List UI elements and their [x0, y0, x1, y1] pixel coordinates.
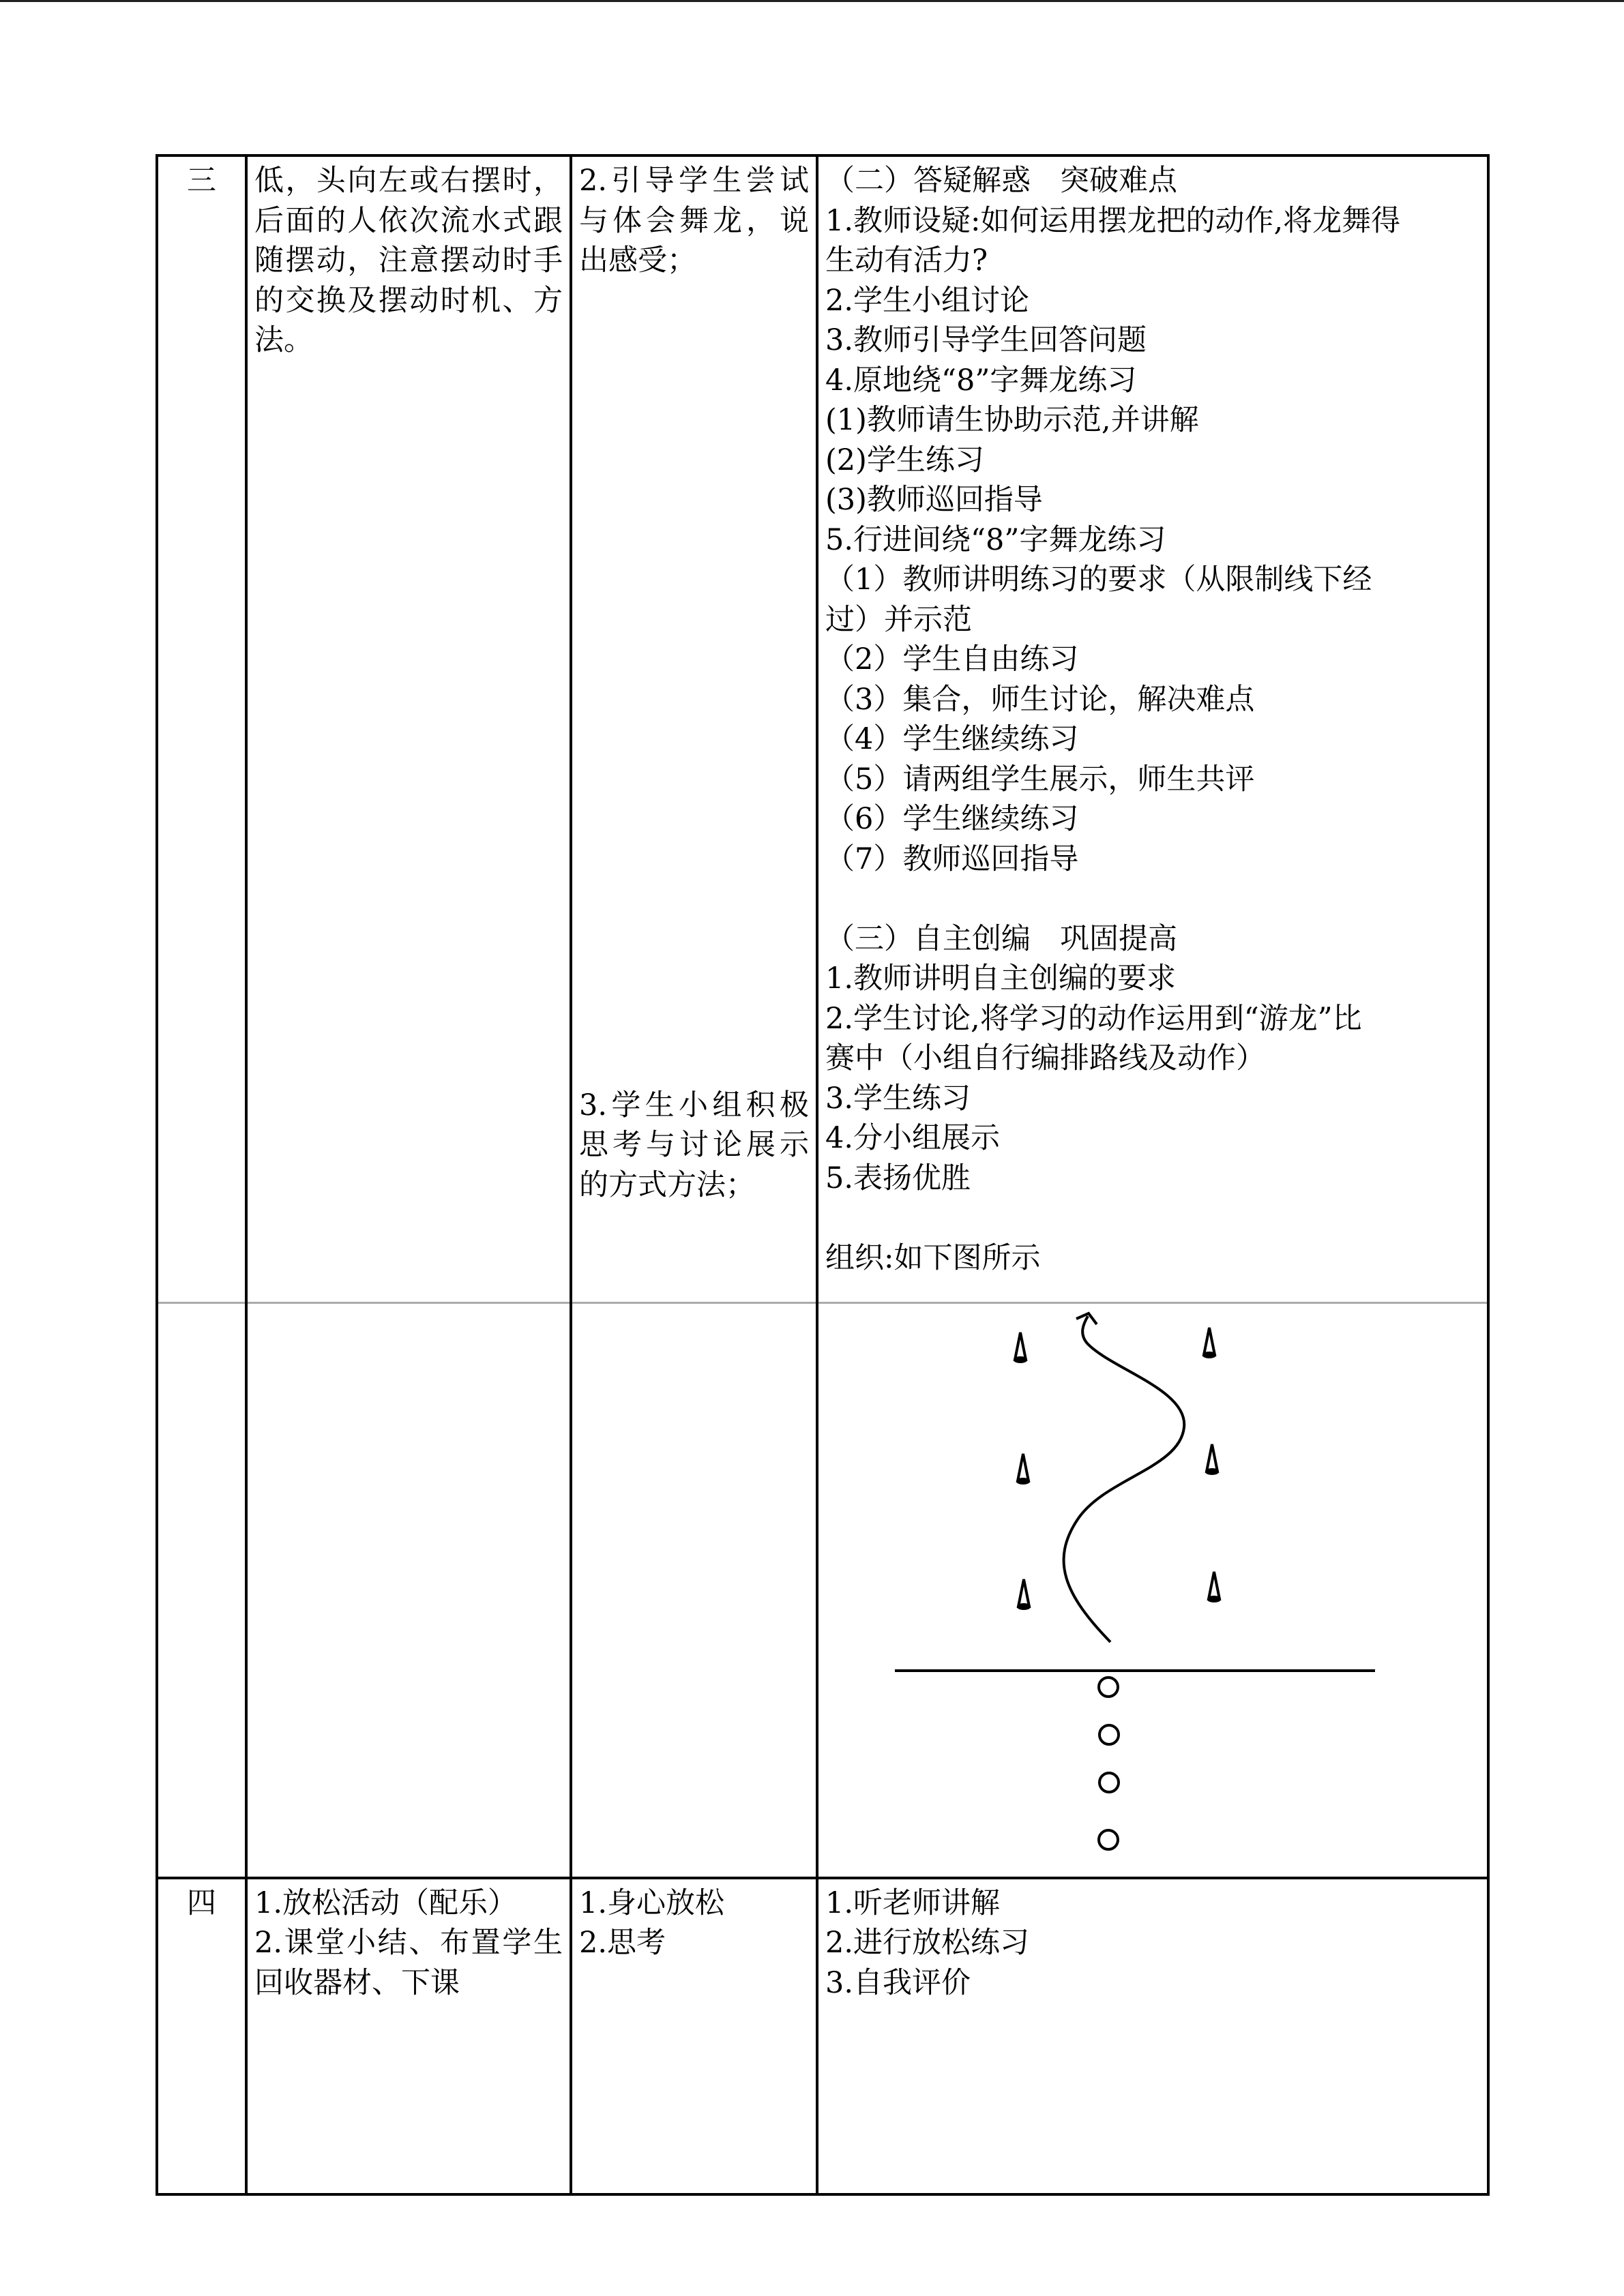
activity-line [825, 1198, 1480, 1238]
lesson-plan-table [156, 154, 1490, 2196]
activity-line: （1）教师讲明练习的要求（从限制线下经 [825, 563, 1372, 597]
activity-line: （6）学生继续练习 [825, 802, 1079, 836]
activities-list [825, 161, 1480, 1278]
activity-line: 1.教师讲明自主创编的要求 [825, 961, 1177, 996]
teaching-content-line: 1.放松活动（配乐） [254, 1885, 518, 1920]
activity-line: （2）学生自由练习 [825, 642, 1079, 676]
section-number: 三 [157, 155, 246, 1302]
cone-icon [1018, 1579, 1029, 1607]
cone-icon [1015, 1332, 1026, 1360]
student-intent-cell [571, 155, 817, 1302]
student-marker-icon [1099, 1725, 1119, 1744]
activity-line: (2)学生练习 [825, 443, 984, 477]
activity-line: 3.自我评价 [825, 1965, 971, 2000]
page-top-border [0, 0, 1624, 2]
activity-line: （4）学生继续练习 [825, 722, 1079, 756]
activity-line: 1.听老师讲解 [825, 1885, 1001, 1920]
activity-line: 1.教师设疑:如何运用摆龙把的动作,将龙舞得 [825, 203, 1401, 238]
empty-cell [157, 1302, 246, 1878]
activity-line [825, 879, 1480, 919]
organization-diagram-cell [817, 1302, 1488, 1878]
student-marker-icon [1099, 1773, 1119, 1792]
empty-cell [571, 1302, 817, 1878]
section-number: 四 [157, 1878, 246, 2194]
student-marker-icon [1099, 1678, 1118, 1697]
cone-icon [1209, 1572, 1220, 1599]
student-intent-text-1: 2.引导学生尝试与体会舞龙，说出感受； [579, 164, 809, 278]
teaching-content-cell [246, 1878, 571, 2194]
activity-line: 2.学生小组讨论 [825, 283, 1030, 318]
empty-cell [246, 1302, 571, 1878]
activity-line: 赛中（小组自行编排路线及动作） [825, 1041, 1265, 1075]
activity-line: 生动有活力? [825, 243, 988, 278]
activity-line: （二）答疑解惑 突破难点 [825, 164, 1177, 198]
activities-cell [817, 155, 1488, 1302]
student-intent-text-2: 3.学生小组积极思考与讨论展示的方式方法； [579, 1088, 809, 1202]
organization-diagram [825, 1308, 1491, 1877]
cone-icon [1207, 1444, 1217, 1472]
activity-line: 5.表扬优胜 [825, 1161, 971, 1195]
cone-icon [1018, 1454, 1029, 1481]
student-intent-cell [571, 1878, 817, 2194]
activity-line: 组织:如下图所示 [825, 1240, 1041, 1275]
activity-line: 3.学生练习 [825, 1081, 971, 1116]
activity-line: 2.学生讨论,将学习的动作运用到“游龙”比 [825, 1001, 1362, 1036]
activity-line: （7）教师巡回指导 [825, 841, 1079, 876]
table-row [157, 1878, 1488, 2194]
activity-line: 5.行进间绕“8”字舞龙练习 [825, 522, 1166, 557]
student-marker-icon [1099, 1830, 1118, 1849]
serpentine-path-line [1064, 1316, 1185, 1642]
activity-line: （5）请两组学生展示，师生共评 [825, 762, 1255, 796]
activity-line: 4.分小组展示 [825, 1121, 1001, 1155]
activity-line: 3.教师引导学生回答问题 [825, 323, 1147, 357]
table-row-diagram [157, 1302, 1488, 1878]
activity-line: 4.原地绕“8”字舞龙练习 [825, 363, 1137, 398]
cone-icon [1204, 1328, 1215, 1355]
student-intent-line: 2.思考 [579, 1926, 666, 1960]
activity-line: (3)教师巡回指导 [825, 483, 1043, 517]
teaching-content-line: 2.课堂小结、布置学生回收器材、下课 [254, 1926, 563, 2000]
activities-cell [817, 1878, 1488, 2194]
activity-line: 2.进行放松练习 [825, 1926, 1030, 1960]
table-row [157, 155, 1488, 1302]
activity-line: （3）集合，师生讨论，解决难点 [825, 682, 1255, 717]
activity-line: 过）并示范 [825, 602, 972, 637]
activity-line: （三）自主创编 巩固提高 [825, 921, 1177, 956]
teaching-content-cell [246, 155, 571, 1302]
activity-line: (1)教师请生协助示范,并讲解 [825, 403, 1199, 437]
teaching-content-text: 低，头向左或右摆时，后面的人依次流水式跟随摆动，注意摆动时手的交换及摆动时机、方法。 [254, 164, 563, 357]
student-intent-line: 1.身心放松 [579, 1885, 725, 1920]
